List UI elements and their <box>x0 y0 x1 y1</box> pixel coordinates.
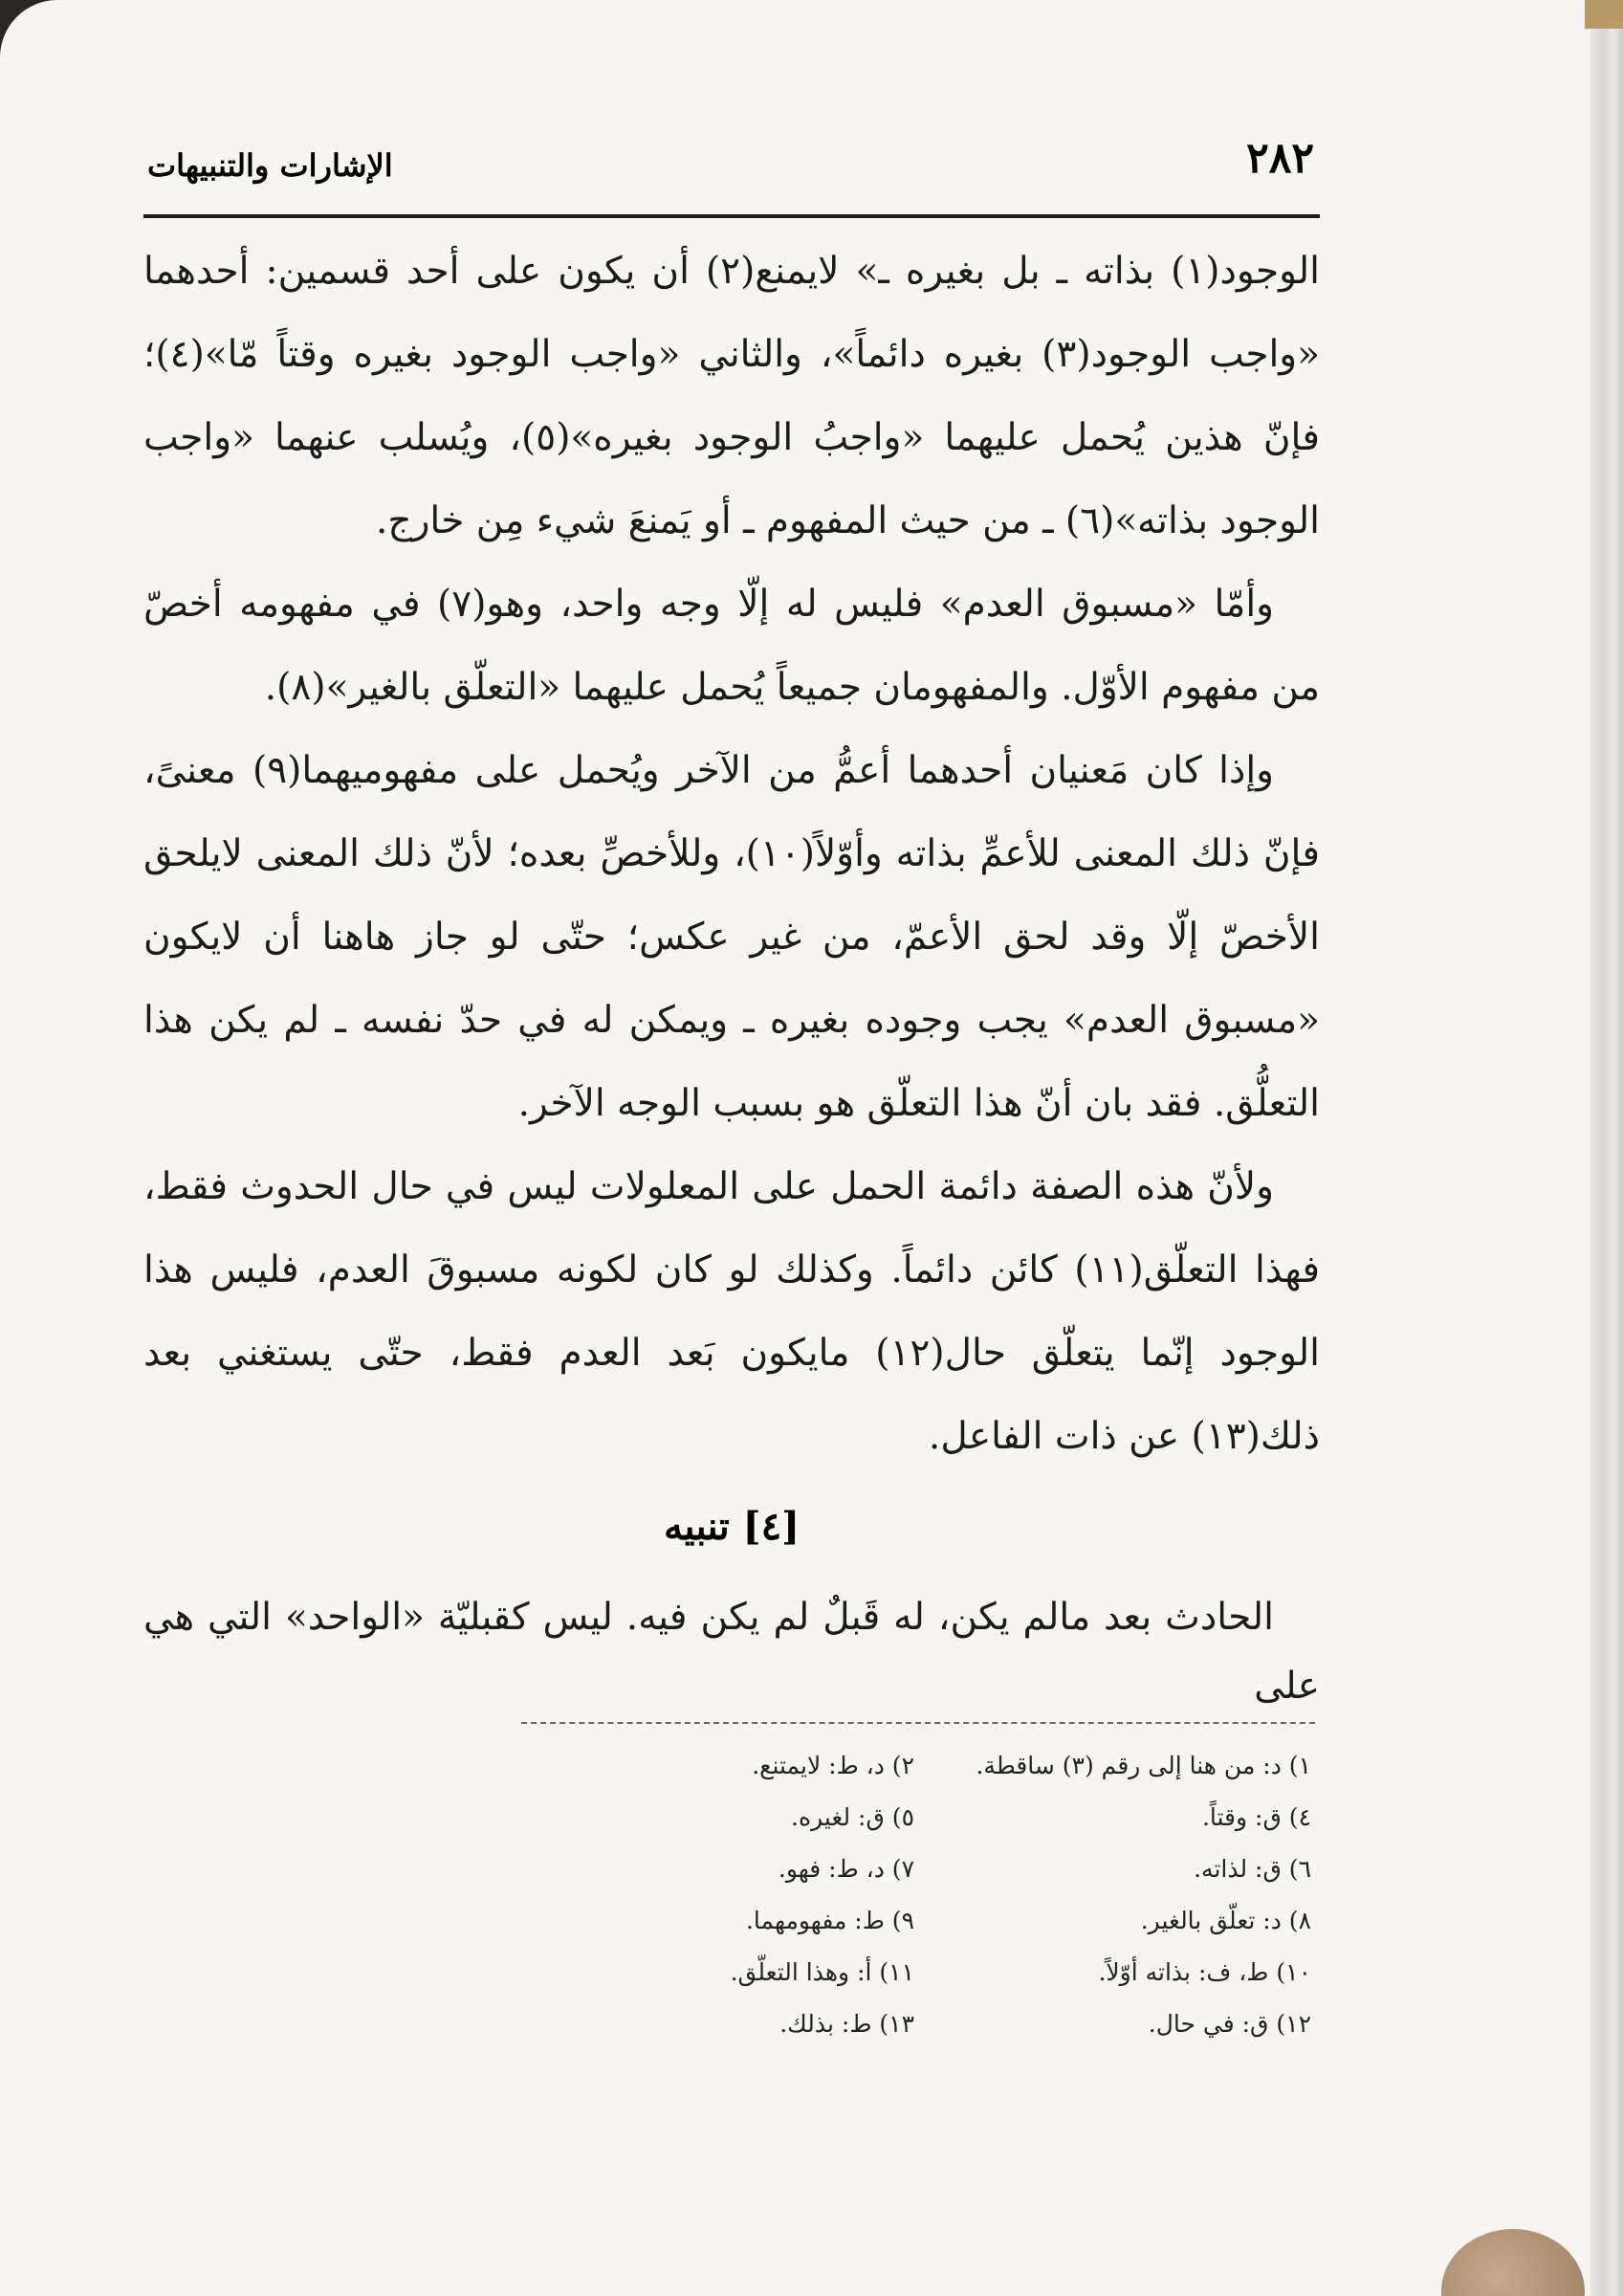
footnote: ١) د: من هنا إلى رقم (٣) ساقطة. <box>976 1752 1311 1779</box>
section-text: الحادث بعد مالم يكن، له قَبلٌ لم يكن فيه. ليس كقبليّة «الواحد» التي هي على <box>143 1596 1320 1708</box>
running-title: الإشارات والتنبيهات <box>147 147 393 184</box>
footnote: ٢) د، ط: لايمتنع. <box>752 1752 914 1779</box>
footnote: ١٢) ق: في حال. <box>1148 2010 1311 2038</box>
footnote: ٦) ق: لذاته. <box>1194 1855 1311 1883</box>
footnote: ٧) د، ط: فهو. <box>778 1855 914 1883</box>
paragraph: وإذا كان مَعنيان أحدهما أعمُّ من الآخر ويُحمل على مفهوميهما(٩) معنىً، فإنّ ذلك المعنى للأعمِّ بذاته وأوّلاً(١٠)، وللأخصِّ بعده؛ لأنّ ذلك المعنى لايلحق الأخصّ إلّا وقد لحق الأعمّ، من غير عكس؛ حتّى لو جاز هاهنا أن لايكون «مسبوق العدم» يجب وجوده بغيره ـ ويمكن له في حدّ نفسه ـ لم يكن هذا التعلُّق. فقد بان أنّ هذا التعلّق هو بسبب الوجه الآخر. <box>143 749 1321 1125</box>
footnote: ١١) أ: وهذا التعلّق. <box>730 1958 914 1986</box>
footnote: ١٠) ط، ف: بذاته أوّلاً. <box>1098 1958 1311 1986</box>
background-corner <box>1585 0 1623 29</box>
footnote: ٥) ق: لغيره. <box>791 1803 914 1831</box>
page-edge <box>1590 0 1623 2296</box>
thumb <box>1441 2229 1585 2296</box>
main-text <box>143 230 1320 1478</box>
page-number: ٢٨٢ <box>1246 134 1314 183</box>
footnotes <box>521 1744 1315 2046</box>
paragraph: وأمّا «مسبوق العدم» فليس له إلّا وجه واحد، وهو(٧) في مفهومه أخصّ من مفهوم الأوّل. والمفهومان جميعاً يُحمل عليهما «التعلّق بالغير»(٨). <box>143 583 1320 709</box>
paragraph: الوجود(١) بذاته ـ بل بغيره ـ» لايمنع(٢) أن يكون على أحد قسمين: أحدهما «واجب الوجود(٣) بغيره دائماً»، والثاني «واجب الوجود بغيره وقتاً مّا»(٤)؛ فإنّ هذين يُحمل عليهما «واجبُ الوجود بغيره»(٥)، ويُسلب عنهما «واجب الوجود بذاته»(٦) ـ من حيث المفهوم ـ أو يَمنعَ شيء مِن خارج. <box>143 250 1321 542</box>
footnote: ٤) ق: وقتاً. <box>1201 1803 1311 1831</box>
footnote: ٨) د: تعلّق بالغير. <box>1140 1907 1311 1934</box>
footnote: ١٣) ط: بذلك. <box>779 2010 914 2038</box>
section-heading: [٤] تنبيه <box>663 1504 801 1549</box>
paragraph: ولأنّ هذه الصفة دائمة الحمل على المعلولات ليس في حال الحدوث فقط، فهذا التعلّق(١١) كائن دائماً. وكذلك لو كان لكونه مسبوقَ العدم، فليس هذا الوجود إنّما يتعلّق حال(١٢) مايكون بَعد العدم فقط، حتّى يستغني بعد ذلك(١٣) عن ذات الفاعل. <box>143 1165 1320 1458</box>
footnote: ٩) ط: مفهومهما. <box>745 1907 914 1934</box>
page-header <box>143 134 1320 218</box>
footnote-divider <box>521 1722 1315 1724</box>
